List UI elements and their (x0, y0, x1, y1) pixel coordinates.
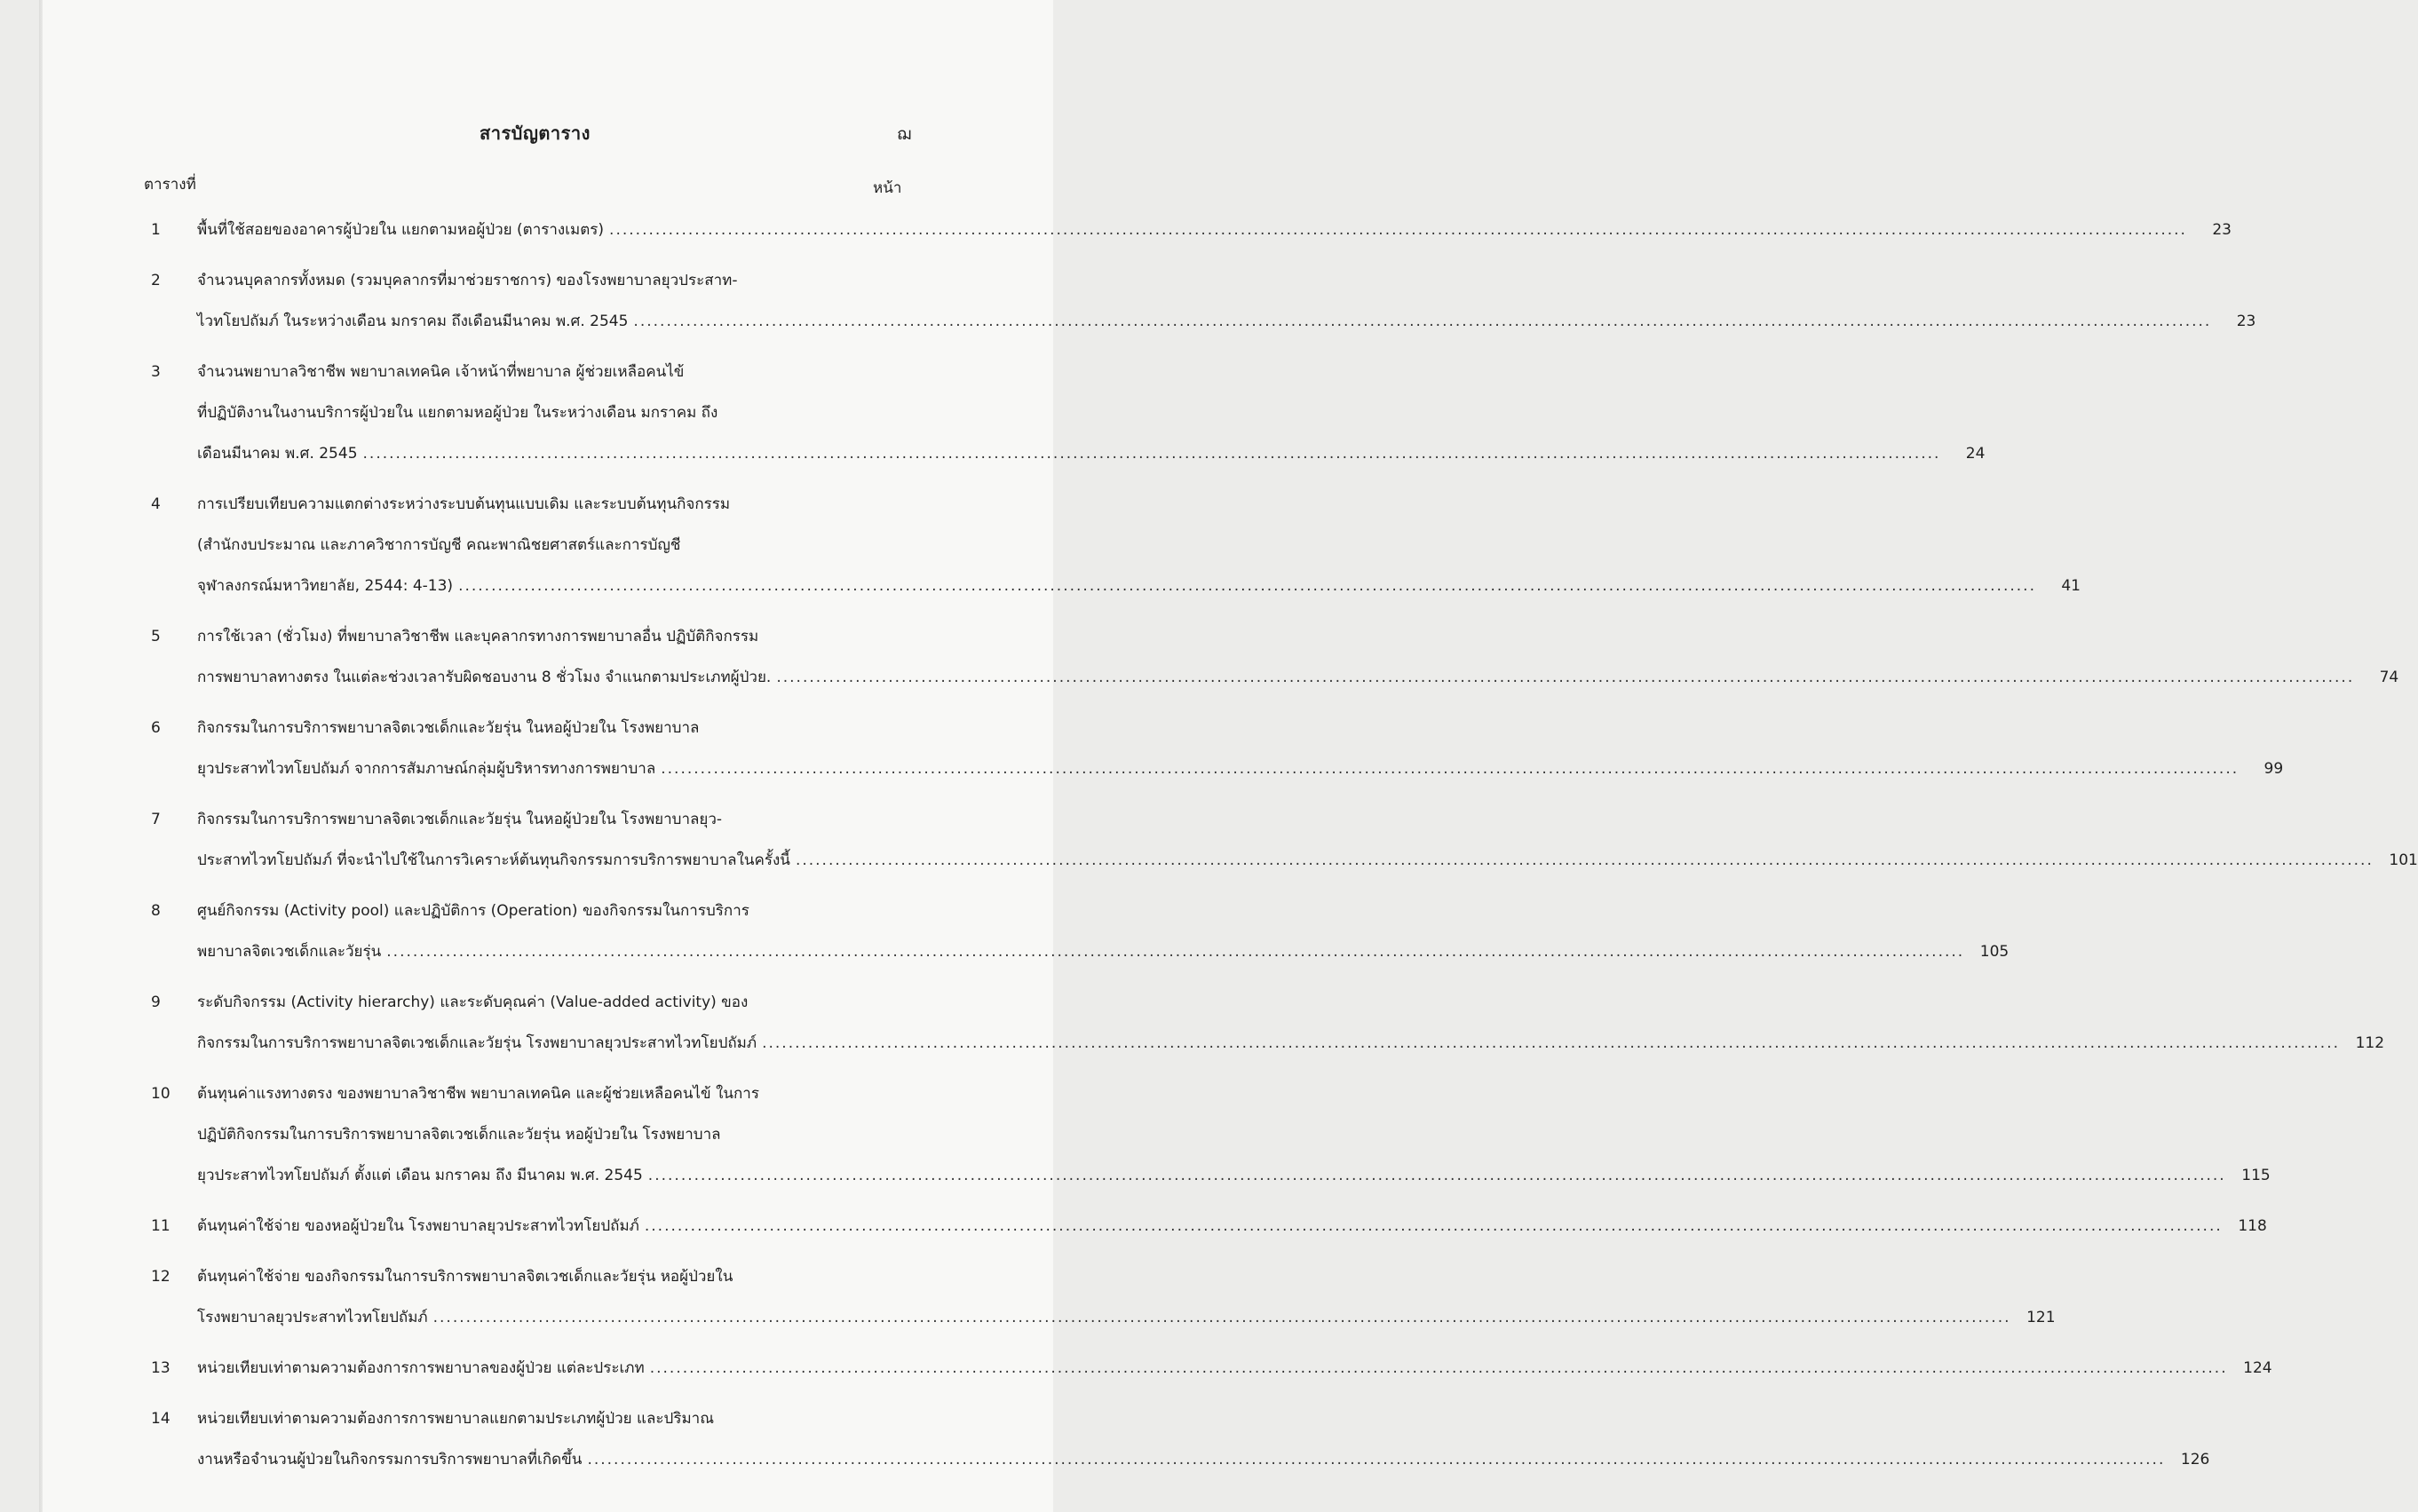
entry-page-number: 118 (2238, 1217, 2267, 1235)
entry-body (197, 1206, 2267, 1247)
entry-line: (สำนักงบประมาณ และภาควิชาการบัญชี คณะพาณิชยศาสตร์และการบัญชี (197, 536, 681, 554)
entry-body (197, 891, 2009, 972)
leader-dots (645, 1206, 2223, 1247)
entry-line: ต้นทุนค่าแรงทางตรง ของพยาบาลวิชาชีพ พยาบาลเทคนิค และผู้ช่วยเหลือคนไข้ ในการ (197, 1085, 759, 1103)
entry-line (197, 1297, 2056, 1338)
entry-page-number: 74 (2379, 669, 2399, 686)
entry-body (197, 616, 2398, 698)
column-header-table-number: ตารางที่ (144, 176, 196, 194)
entry-page-number: 105 (1979, 943, 2010, 961)
entry-line-text: ต้นทุนค่าใช้จ่าย ของหอผู้ป่วยใน โรงพยาบาลยุวประสาทไวทโยปถัมภ์ (197, 1217, 639, 1235)
entry-body (197, 260, 2255, 342)
leader-dots (650, 1348, 2228, 1389)
entry-line (197, 210, 2232, 250)
leader-dots (386, 931, 1964, 972)
entry-number: 8 (151, 902, 161, 920)
entry-line-text: พยาบาลจิตเวชเด็กและวัยรุ่น (197, 943, 382, 961)
entry-number: 4 (151, 495, 161, 513)
entry-line-text: จุฬาลงกรณ์มหาวิทยาลัย, 2544: 4-13) (197, 577, 454, 595)
entry-line-text: หน่วยเทียบเท่าตามความต้องการการพยาบาลของผู้ป่วย แต่ละประเภท (197, 1359, 645, 1377)
roman-page-marker: ฌ (897, 124, 912, 144)
entry-body (197, 799, 2418, 881)
entry-line (197, 657, 2398, 698)
leader-dots (363, 433, 1941, 474)
entry-line: กิจกรรมในการบริการพยาบาลจิตเวชเด็กและวัยรุ่น ในหอผู้ป่วยใน โรงพยาบาล (197, 719, 700, 737)
entry-body (197, 1348, 2272, 1389)
entry-line-text: กิจกรรมในการบริการพยาบาลจิตเวชเด็กและวัยรุ่น โรงพยาบาลยุวประสาทไวทโยปถัมภ์ (197, 1034, 757, 1052)
entry-body (197, 982, 2384, 1064)
entry-line (197, 1206, 2267, 1247)
entry-line (197, 1348, 2272, 1389)
entry-line: ศูนย์กิจกรรม (Activity pool) และปฏิบัติการ (Operation) ของกิจกรรมในการบริการ (197, 902, 749, 920)
leader-dots (661, 748, 2239, 789)
toc-entry[interactable] (151, 1206, 2267, 1247)
entry-line (197, 433, 1985, 474)
entry-page-number: 23 (2236, 313, 2256, 330)
toc-entry[interactable] (151, 1073, 2271, 1196)
leader-dots (433, 1297, 2011, 1338)
leader-dots (796, 840, 2374, 881)
entry-line (197, 1023, 2384, 1064)
entry-line: จำนวนพยาบาลวิชาชีพ พยาบาลเทคนิค เจ้าหน้าที่พยาบาล ผู้ช่วยเหลือคนไข้ (197, 363, 685, 381)
leader-dots (648, 1155, 2226, 1196)
column-header-page: หน้า (873, 179, 902, 197)
entry-line: จำนวนบุคลากรทั้งหมด (รวมบุคลากรที่มาช่วยราชการ) ของโรงพยาบาลยุวประสาท- (197, 272, 738, 289)
leader-dots (587, 1439, 2165, 1480)
entry-line (197, 748, 2283, 789)
toc-entry[interactable] (151, 352, 1986, 474)
entry-number: 6 (151, 719, 161, 737)
entry-body (197, 1073, 2271, 1196)
entry-number: 5 (151, 628, 161, 645)
toc-entry[interactable] (151, 484, 2081, 606)
leader-dots (609, 210, 2187, 250)
entry-body (197, 1398, 2209, 1480)
toc-entry[interactable] (151, 616, 2399, 698)
entry-line (197, 931, 2009, 972)
entry-line-text: การพยาบาลทางตรง ในแต่ละช่วงเวลารับผิดชอบงาน 8 ชั่วโมง จำแนกตามประเภทผู้ป่วย. (197, 669, 772, 686)
toc-entry[interactable] (151, 260, 2256, 342)
entry-number: 7 (151, 811, 161, 828)
entry-line (197, 301, 2255, 342)
table-of-tables-list (151, 210, 2418, 1490)
entry-line-text: เดือนมีนาคม พ.ศ. 2545 (197, 445, 358, 463)
entry-line-text: ยุวประสาทไวทโยปถัมภ์ ตั้งแต่ เดือน มกราคม ถึง มีนาคม พ.ศ. 2545 (197, 1167, 643, 1184)
entry-number: 12 (151, 1268, 170, 1286)
toc-entry[interactable] (151, 982, 2385, 1064)
toc-entry[interactable] (151, 891, 2010, 972)
entry-page-number: 99 (2263, 760, 2284, 778)
entry-number: 13 (151, 1359, 170, 1377)
entry-line (197, 566, 2081, 606)
entry-number: 1 (151, 221, 161, 239)
entry-body (197, 1256, 2056, 1338)
toc-entry[interactable] (151, 1256, 2056, 1338)
entry-number: 14 (151, 1410, 170, 1428)
entry-line: ระดับกิจกรรม (Activity hierarchy) และระดับคุณค่า (Value-added activity) ของ (197, 993, 749, 1011)
leader-dots (762, 1023, 2340, 1064)
entry-body (197, 352, 1985, 474)
entry-number: 10 (151, 1085, 170, 1103)
leader-dots (458, 566, 2036, 606)
toc-entry[interactable] (151, 799, 2418, 881)
entry-line-text: โรงพยาบาลยุวประสาทไวทโยปถัมภ์ (197, 1309, 428, 1326)
entry-line (197, 840, 2418, 881)
entry-page-number: 121 (2026, 1309, 2056, 1326)
entry-line-text: ประสาทไวทโยปถัมภ์ ที่จะนำไปใช้ในการวิเคราะห์ต้นทุนกิจกรรมการบริการพยาบาลในครั้งนี้ (197, 851, 790, 869)
entry-line (197, 1439, 2209, 1480)
toc-entry[interactable] (151, 1398, 2210, 1480)
entry-body (197, 484, 2081, 606)
entry-line: ต้นทุนค่าใช้จ่าย ของกิจกรรมในการบริการพยาบาลจิตเวชเด็กและวัยรุ่น หอผู้ป่วยใน (197, 1268, 733, 1286)
entry-number: 9 (151, 993, 161, 1011)
entry-page-number: 126 (2180, 1451, 2210, 1468)
entry-page-number: 23 (2212, 221, 2232, 239)
entry-page-number: 115 (2241, 1167, 2271, 1184)
entry-page-number: 112 (2355, 1034, 2385, 1052)
entry-body (197, 708, 2283, 789)
toc-entry[interactable] (151, 708, 2284, 789)
entry-line: หน่วยเทียบเท่าตามความต้องการการพยาบาลแยกตามประเภทผู้ป่วย และปริมาณ (197, 1410, 714, 1428)
entry-body (197, 210, 2232, 250)
entry-number: 11 (151, 1217, 170, 1235)
leader-dots (776, 657, 2354, 698)
entry-page-number: 24 (1965, 445, 1986, 463)
entry-line: การใช้เวลา (ชั่วโมง) ที่พยาบาลวิชาชีพ และบุคลากรทางการพยาบาลอื่น ปฏิบัติกิจกรรม (197, 628, 759, 645)
entry-line: ที่ปฏิบัติงานในงานบริการผู้ป่วยใน แยกตามหอผู้ป่วย ในระหว่างเดือน มกราคม ถึง (197, 404, 718, 422)
entry-line: การเปรียบเทียบความแตกต่างระหว่างระบบต้นทุนแบบเดิม และระบบต้นทุนกิจกรรม (197, 495, 731, 513)
toc-entry[interactable] (151, 210, 2232, 250)
entry-page-number: 41 (2061, 577, 2081, 595)
entry-number: 2 (151, 272, 161, 289)
leader-dots (633, 301, 2211, 342)
entry-line: กิจกรรมในการบริการพยาบาลจิตเวชเด็กและวัยรุ่น ในหอผู้ป่วยใน โรงพยาบาลยุว- (197, 811, 723, 828)
toc-entry[interactable] (151, 1348, 2272, 1389)
entry-line: ปฏิบัติกิจกรรมในการบริการพยาบาลจิตเวชเด็กและวัยรุ่น หอผู้ป่วยใน โรงพยาบาล (197, 1126, 721, 1144)
entry-line-text: ไวทโยปถัมภ์ ในระหว่างเดือน มกราคม ถึงเดือนมีนาคม พ.ศ. 2545 (197, 313, 629, 330)
entry-page-number: 101 (2389, 851, 2418, 869)
page-title: สารบัญตาราง (480, 123, 591, 144)
entry-line-text: ยุวประสาทไวทโยปถัมภ์ จากการสัมภาษณ์กลุ่มผู้บริหารทางการพยาบาล (197, 760, 656, 778)
entry-page-number: 124 (2243, 1359, 2272, 1377)
entry-line (197, 1155, 2271, 1196)
entry-line-text: พื้นที่ใช้สอยของอาคารผู้ป่วยใน แยกตามหอผู้ป่วย (ตารางเมตร) (197, 221, 605, 239)
entry-line-text: งานหรือจำนวนผู้ป่วยในกิจกรรมการบริการพยาบาลที่เกิดขึ้น (197, 1451, 583, 1468)
entry-number: 3 (151, 363, 161, 381)
